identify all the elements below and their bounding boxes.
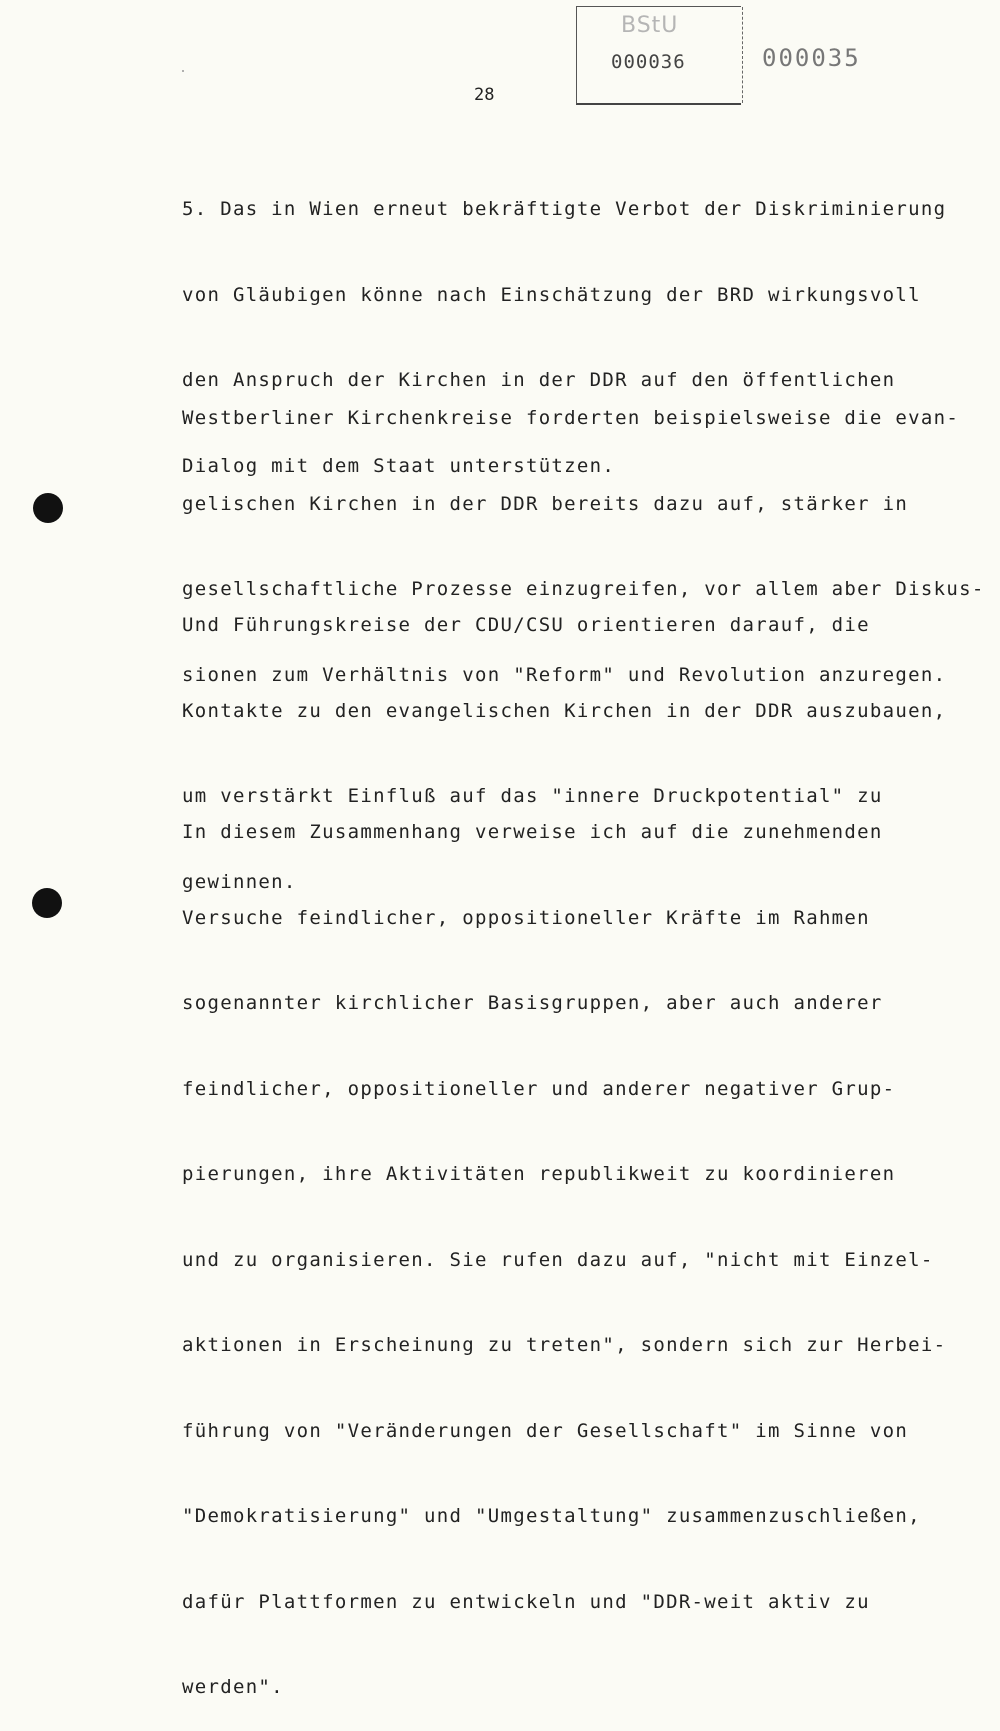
paper-speck — [182, 70, 184, 72]
page-number: 28 — [474, 85, 495, 105]
text-line: führung von "Veränderungen der Gesellschaft" im Sinne von — [182, 1419, 909, 1442]
stamp-org: BStU — [621, 13, 679, 38]
text-line: werden". — [182, 1676, 284, 1698]
punch-hole — [33, 493, 63, 523]
text-line: aktionen in Erscheinung zu treten", sondern sich zur Herbei- — [182, 1334, 947, 1356]
text-line: 5. Das in Wien erneut bekräftigte Verbot der Diskriminierung — [182, 198, 947, 220]
text-line: gewinnen. — [182, 870, 297, 893]
archive-number: 000035 — [762, 44, 861, 72]
archive-stamp — [576, 6, 741, 105]
text-line: Westberliner Kirchenkreise forderten beispielsweise die evan- — [182, 407, 960, 429]
text-line: gesellschaftliche Prozesse einzugreifen, vor allem aber Diskus- — [182, 578, 985, 600]
text-line: Und Führungskreise der CDU/CSU orientieren darauf, die — [182, 614, 870, 636]
text-line: pierungen, ihre Aktivitäten republikweit zu koordinieren — [182, 1163, 896, 1185]
text-line: den Anspruch der Kirchen in der DDR auf den öffentlichen — [182, 369, 896, 391]
text-line: von Gläubigen könne nach Einschätzung der BRD wirkungsvoll — [182, 283, 921, 306]
text-line: Dialog mit dem Staat unterstützen. — [182, 454, 616, 477]
text-line: sionen zum Verhältnis von "Reform" und Revolution anzuregen. — [182, 663, 947, 686]
text-line: dafür Plattformen zu entwickeln und "DDR-weit aktiv zu — [182, 1590, 870, 1613]
text-line: feindlicher, oppositioneller und anderer negativer Grup- — [182, 1077, 896, 1100]
text-line: Kontakte zu den evangelischen Kirchen in der DDR auszubauen, — [182, 699, 947, 722]
punch-hole — [32, 888, 62, 918]
text-line: Versuche feindlicher, oppositioneller Kräfte im Rahmen — [182, 906, 870, 929]
text-line: um verstärkt Einfluß auf das "innere Druckpotential" zu — [182, 785, 883, 807]
text-line: gelischen Kirchen in der DDR bereits dazu auf, stärker in — [182, 492, 909, 515]
stamp-number: 000036 — [611, 51, 686, 73]
text-line: "Demokratisierung" und "Umgestaltung" zusammenzuschließen, — [182, 1505, 921, 1527]
text-line: sogenannter kirchlicher Basisgruppen, aber auch anderer — [182, 992, 883, 1014]
paragraph-basisgruppen — [182, 768, 946, 1731]
text-line: und zu organisieren. Sie rufen dazu auf, "nicht mit Einzel- — [182, 1248, 934, 1271]
text-line: In diesem Zusammenhang verweise ich auf die zunehmenden — [182, 821, 883, 843]
